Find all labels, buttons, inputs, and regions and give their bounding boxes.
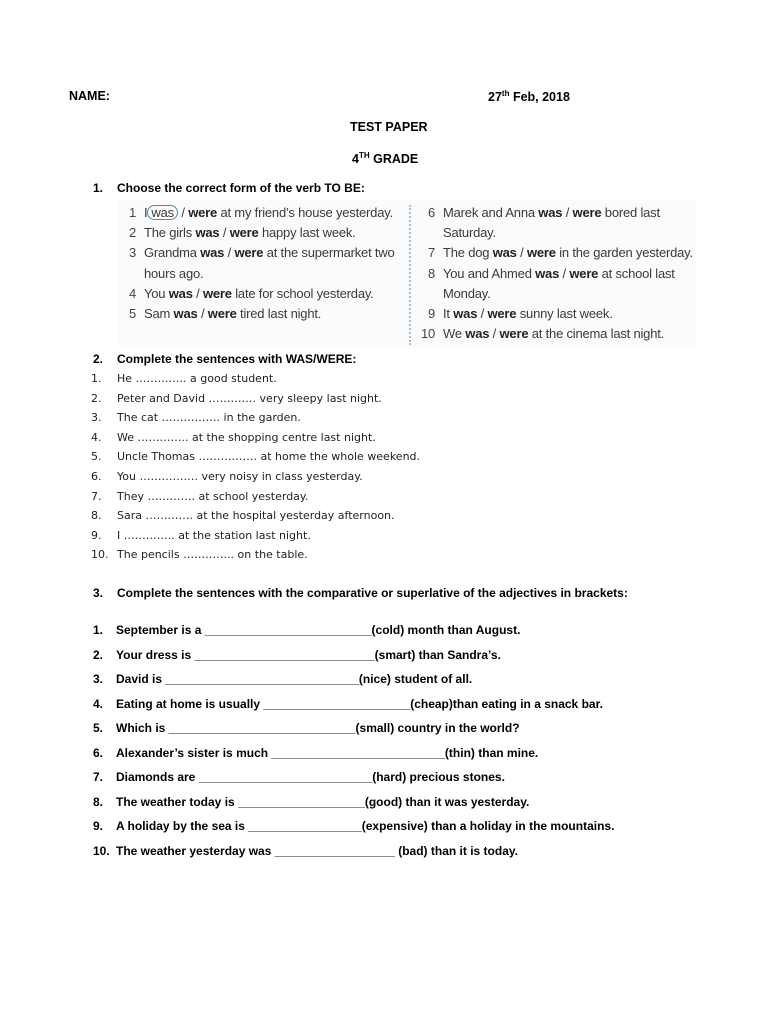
date [488,89,570,104]
grade-title [352,151,418,166]
option-was: was [453,306,478,321]
option-were: were [188,205,218,220]
option-separator: / [197,306,208,321]
item-number: 3. [91,411,102,425]
item-text: They …………. at school yesterday. [117,489,309,503]
exercise1-item [417,326,664,341]
exercise1-divider [409,205,411,345]
exercise1-item [118,205,393,220]
option-were: were [487,306,517,321]
item-text: David is _____________________________(nice) student of all. [116,672,473,686]
exercise3-item [93,819,615,833]
name-label: NAME: [69,89,110,103]
item-text: The pencils ………….. on the table. [117,548,308,562]
item-text-pre: I [144,205,148,220]
item-text: We ………….. at the shopping centre last night. [117,430,376,444]
item-number: 1. [93,623,104,637]
item-text: He ………….. a good student. [117,372,277,385]
exercise1-item [118,225,356,240]
date-sup: th [501,89,510,98]
item-text-post: at the supermarket two [263,245,395,261]
exercise3-item [93,794,530,809]
exercise2-item [91,548,308,562]
exercise2-item [91,430,376,444]
item-text-post: late for school yesterday. [231,285,374,301]
item-text-pre: Monday. [443,285,491,301]
item-number: 3 [128,245,136,261]
item-text: The cat ……………. in the garden. [117,411,301,425]
item-text-pre: The dog [443,245,493,261]
item-number: 1 [128,205,136,220]
exercise3-item [93,721,520,735]
exercise2-title: Complete the sentences with WAS/WERE: [117,352,357,366]
exercise2-item [91,528,311,542]
exercise1-item [417,306,613,321]
item-number: 1. [91,372,102,385]
item-text-pre: Sam [144,306,174,321]
circled-answer: was [147,205,178,220]
item-number: 10 [420,326,435,342]
item-text: Eating at home is usually ______________________(cheap)than eating in a snack bar. [116,696,603,711]
item-text-post: bored last [601,205,660,220]
item-number: 6. [93,745,104,760]
item-text-post: at school last [598,265,675,281]
exercise1-item [118,266,203,281]
option-separator: / [516,245,527,261]
exercise1-item [417,225,496,240]
option-were: were [499,326,529,342]
exercise1-item [417,266,675,281]
option-was: was [168,285,193,301]
option-separator: / [224,245,235,261]
item-text: You ……………. very noisy in class yesterday. [117,470,363,483]
exercise1-item [118,245,395,260]
option-were: were [207,306,237,321]
item-text-pre: Saturday. [443,225,496,241]
item-number: 9. [91,528,102,542]
exercise3-item [93,745,539,760]
item-text-post: at my friend’s house yesterday. [217,205,393,220]
option-was: was [538,205,563,220]
item-text: Uncle Thomas ……………. at home the whole weekend. [117,450,421,464]
option-were: were [569,265,599,281]
option-separator: / [192,285,203,301]
option-were: were [202,285,232,301]
item-number: 6. [91,470,102,483]
item-number: 9. [93,819,104,833]
item-text-pre: You [144,285,169,301]
exercise2-item [91,450,421,464]
exercise2-number: 2. [93,352,104,366]
option-were: were [234,245,264,261]
exercise3-number: 3. [93,586,104,600]
option-was: was [200,245,225,261]
item-number: 7. [91,489,102,503]
item-text-post: happy last week. [258,225,356,241]
grade-word: GRADE [369,152,419,167]
item-number: 2. [91,391,102,405]
item-number: 7. [93,770,104,784]
date-day: 27 [488,90,502,105]
exercise1-item [417,245,693,260]
exercise2-item [91,489,309,503]
exercise3-title: Complete the sentences with the comparative or superlative of the adjectives in brackets: [117,586,628,600]
item-text-pre: You and Ahmed [443,265,536,281]
exercise1-number: 1. [93,181,104,195]
exercise1-item [417,286,491,301]
exercise2-item [91,411,301,425]
item-number: 5. [93,721,104,735]
item-text: Your dress is ___________________________(smart) than Sandra’s. [116,647,501,662]
exercise3-item [93,770,505,784]
item-number: 2. [93,647,104,662]
item-text: The weather today is ___________________(good) than it was yesterday. [116,794,530,809]
option-was: was [492,245,517,261]
item-text-pre: We [443,326,466,342]
item-text-pre: hours ago. [144,265,204,281]
option-were: were [572,205,602,220]
option-was: was [465,326,490,342]
item-number: 6 [427,205,435,220]
exercise1-item [118,286,374,301]
item-text-post: tired last night. [236,306,322,321]
item-number: 4. [93,696,104,711]
option-were: were [526,245,556,261]
item-text-post: sunny last week. [516,306,613,321]
item-number: 3. [93,672,104,686]
item-number: 8. [93,794,104,809]
item-number: 4. [91,430,102,444]
exercise3-item [93,623,521,637]
exercise1-item [118,306,321,321]
exercise3-item [93,696,603,711]
exercise3-item [93,843,518,858]
item-number: 5. [91,450,102,464]
item-number: 2 [128,225,136,241]
option-was: was [195,225,220,241]
item-number: 10. [93,843,110,858]
item-text: I ………….. at the station last night. [117,528,311,542]
option-separator: / [559,265,570,281]
date-rest: Feb, 2018 [509,90,570,105]
option-separator: / [477,306,488,321]
grade-num: 4 [352,152,359,167]
exercise2-item [91,509,395,523]
exercise2-item [91,470,363,483]
exercise2-item [91,391,382,405]
exercise1-title: Choose the correct form of the verb TO BE: [117,181,365,195]
exercise3-item [93,672,473,686]
item-text: A holiday by the sea is _________________(expensive) than a holiday in the mountains. [116,819,615,833]
item-text: Sara …………. at the hospital yesterday afternoon. [117,509,395,523]
option-separator: / [489,326,500,342]
option-was: was [535,265,560,281]
exercise2-item [91,372,277,385]
item-text-pre: The girls [144,225,196,241]
page-title: TEST PAPER [350,120,428,134]
item-text: Peter and David …………. very sleepy last night. [117,391,382,405]
item-text: Which is ____________________________(small) country in the world? [116,721,520,735]
option-separator: / [562,205,573,220]
option-was: was [173,306,198,321]
option-separator: / [219,225,230,241]
item-number: 7 [427,245,435,261]
exercise1-item [417,205,660,220]
item-number: 5 [128,306,136,321]
item-text-pre: Grandma [144,245,201,261]
option-separator: / [177,205,189,220]
item-text: September is a _________________________(cold) month than August. [116,623,521,637]
grade-sup: TH [358,151,370,160]
item-number: 8. [91,509,102,523]
item-number: 9 [427,306,435,321]
item-number: 4 [128,285,136,301]
item-text-post: in the garden yesterday. [555,245,693,261]
item-number: 10. [91,548,109,562]
item-text: Diamonds are __________________________(hard) precious stones. [116,770,505,784]
exercise3-item [93,647,501,662]
item-text-pre: Marek and Anna [443,205,539,220]
option-were: were [229,225,259,241]
item-text: Alexander’s sister is much __________________________(thin) than mine. [116,745,539,760]
item-text-pre: It [443,306,454,321]
item-number: 8 [427,265,435,281]
item-text: The weather yesterday was __________________ (bad) than it is today. [116,843,518,858]
item-text-post: at the cinema last night. [528,326,665,342]
